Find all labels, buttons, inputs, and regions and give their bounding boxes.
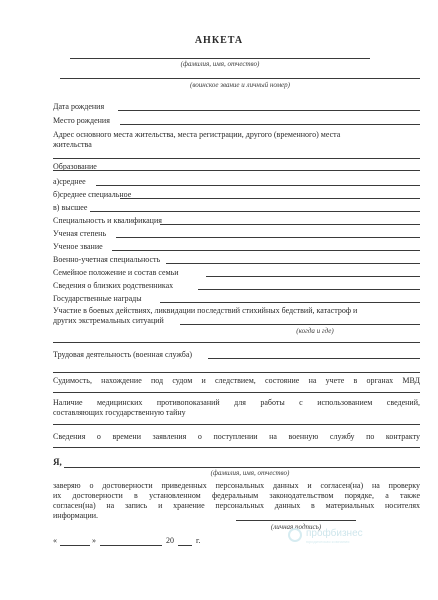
family-line: [206, 276, 420, 277]
education-line: [53, 170, 420, 171]
specialty-label: Специальность и квалификация: [53, 216, 162, 225]
medical-line: [53, 424, 420, 425]
specialty-line: [160, 224, 420, 225]
birth-date-label: Дата рождения: [53, 102, 105, 111]
caption-signature: (личная подпись): [270, 523, 322, 531]
contract-label: Сведения о времени заявления о поступлении на военную службу по контракту: [53, 432, 420, 441]
watermark-subtext: юридическая компания: [306, 539, 350, 544]
consent-line-2: их достоверности в установленном федеральным законодательством порядке, а также: [53, 491, 420, 500]
relatives-label: Сведения о близких родственниках: [53, 281, 174, 290]
page-title: АНКЕТА: [194, 35, 244, 46]
academic-title-line: [112, 250, 420, 251]
criminal-line: [53, 392, 420, 393]
caption-fio: (фамилия, имя, отчество): [180, 60, 260, 68]
awards-line: [160, 302, 420, 303]
date-day-line: [60, 545, 90, 546]
edu-b-line: [120, 198, 420, 199]
edu-c-line: [90, 211, 420, 212]
military-specialty-label: Военно-учетная специальность: [53, 255, 161, 264]
birth-place-line: [120, 124, 420, 125]
family-label: Семейное положение и состав семьи: [53, 268, 179, 277]
caption-rank: (воинское звание и личный номер): [190, 81, 290, 89]
awards-label: Государственные награды: [53, 294, 142, 303]
edu-b-label: б)среднее специальное: [53, 190, 132, 199]
academic-title-label: Ученое звание: [53, 242, 103, 251]
consent-line-3: согласен(на) на запись и хранение персональных данных в материальных носителях: [53, 501, 420, 510]
medical-label-2: составляющих государственную тайну: [53, 408, 186, 417]
edu-a-line: [96, 185, 420, 186]
ya-label: Я,: [53, 457, 62, 467]
participation-line: [180, 324, 420, 325]
criminal-label: Судимость, нахождение под судом и следствием, состояние на учете в органах МВД: [53, 376, 420, 385]
consent-line-1: заверяю о достоверности приведенных персональных данных и согласен(на) на проверку: [53, 481, 420, 490]
fio-line: [70, 58, 370, 59]
degree-line: [116, 237, 420, 238]
date-quote-open: «: [53, 536, 57, 545]
address-line-a: [53, 158, 420, 159]
military-specialty-line: [166, 263, 420, 264]
participation-line-2: [53, 342, 420, 343]
birth-place-label: Место рождения: [53, 116, 110, 125]
watermark: [288, 526, 438, 546]
edu-c-label: в) высшее: [53, 203, 88, 212]
date-quote-close: »: [92, 536, 96, 545]
work-label: Трудовая деятельность (военная служба): [53, 350, 193, 359]
medical-label-1: Наличие медицинских противопоказаний для работы с использованием сведений,: [53, 398, 420, 407]
birth-date-line: [118, 110, 420, 111]
watermark-text: профбизнес: [306, 528, 363, 539]
consent-line-4: информации.: [53, 511, 99, 520]
signature-line: [236, 520, 356, 521]
participation-label-2: других экстремальных ситуаций: [53, 316, 164, 325]
ya-line: [64, 467, 420, 468]
caption-when-where: (когда и где): [296, 327, 334, 335]
caption-fio-2: (фамилия, имя, отчество): [210, 469, 290, 477]
work-line-2: [53, 372, 420, 373]
contract-line: [53, 447, 420, 448]
date-year-line: [178, 545, 192, 546]
participation-label-1: Участие в боевых действиях, ликвидации последствий стихийных бедствий, катастроф и: [53, 306, 358, 315]
date-suffix: г.: [196, 536, 201, 545]
watermark-logo-icon: [288, 528, 302, 542]
address-label-2: жительства: [53, 140, 92, 149]
date-year: 20: [166, 536, 174, 545]
rank-line: [60, 78, 420, 79]
date-month-line: [100, 545, 162, 546]
education-label: Образование: [53, 162, 97, 171]
degree-label: Ученая степень: [53, 229, 107, 238]
relatives-line: [198, 289, 420, 290]
work-line: [208, 358, 420, 359]
address-label-1: Адрес основного места жительства, места регистрации, другого (временного) места: [53, 130, 341, 139]
edu-a-label: а)среднее: [53, 177, 86, 186]
